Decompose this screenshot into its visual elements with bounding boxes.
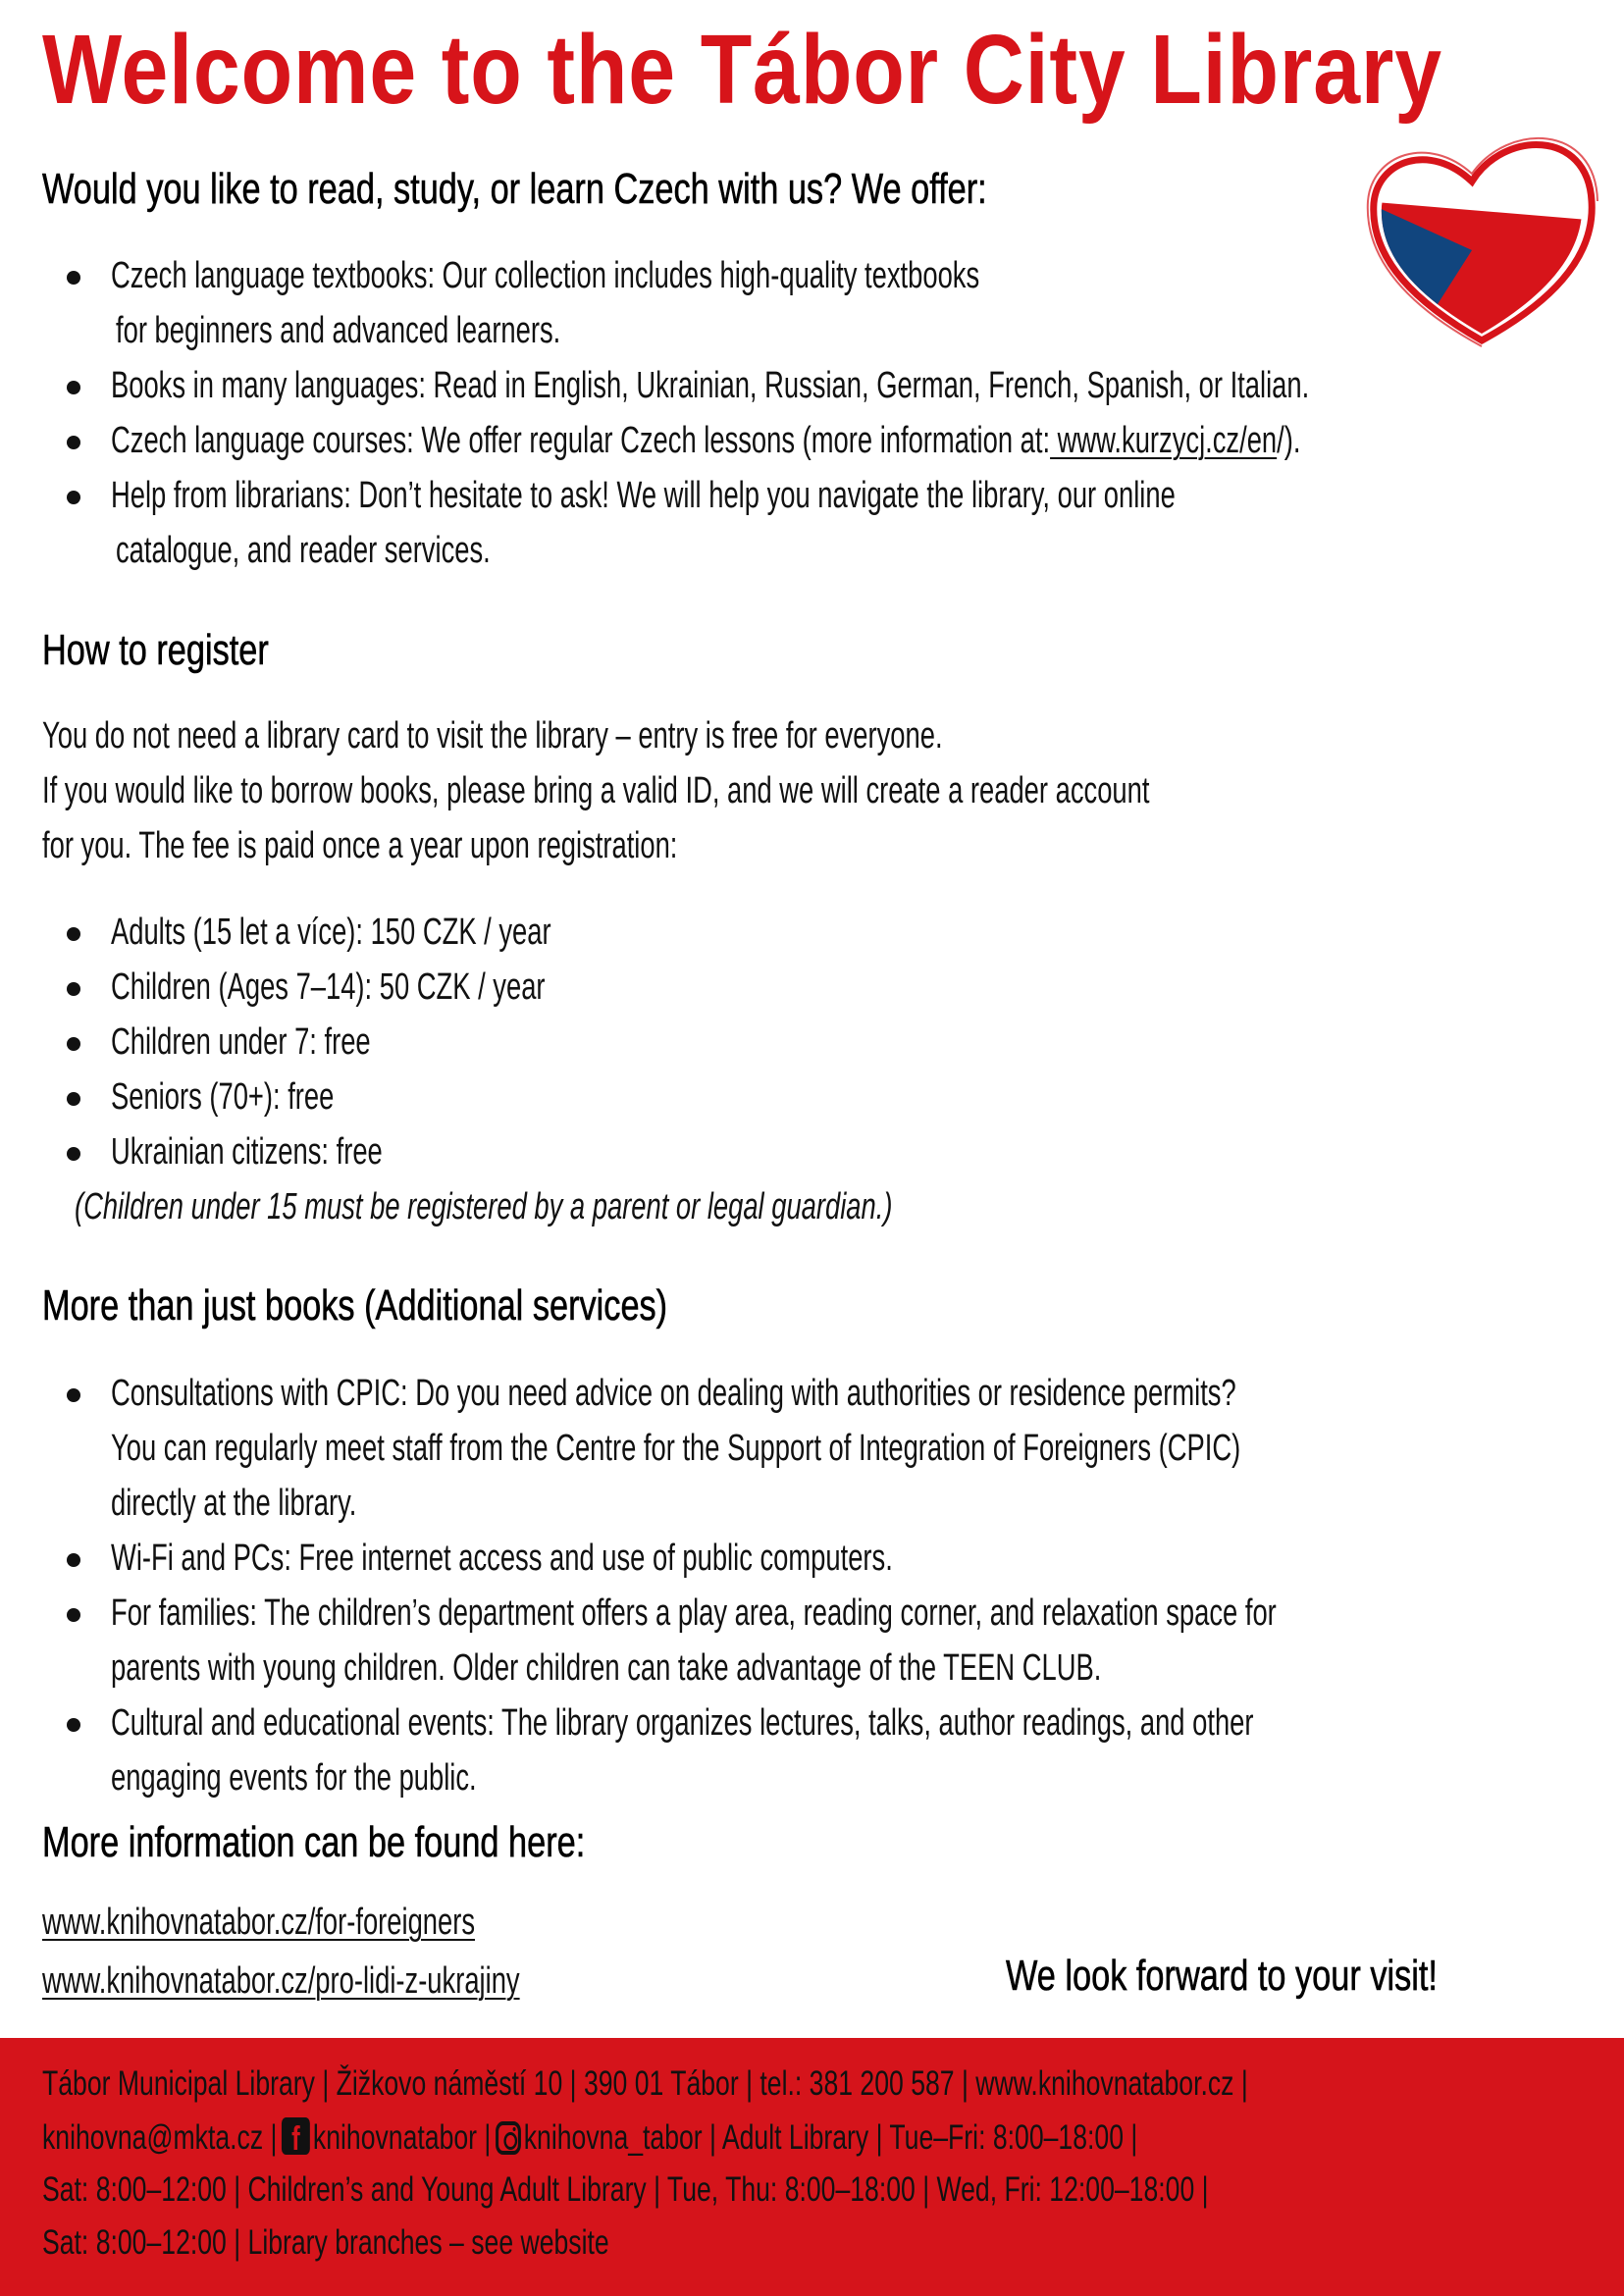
service-item-cpic-cont: directly at the library.	[111, 1483, 357, 1524]
fee-item-ukrainian: Ukrainian citizens: free	[111, 1131, 383, 1173]
closing-message: We look forward to your visit!	[1006, 1952, 1438, 2000]
bullet-icon	[67, 982, 80, 996]
service-item-wifi: Wi-Fi and PCs: Free internet access and use of public computers.	[111, 1538, 893, 1579]
bullet-icon	[67, 1608, 80, 1622]
ukraine-link[interactable]: www.knihovnatabor.cz/pro-lidi-z-ukrajiny	[42, 1960, 520, 2002]
service-item-cpic: Consultations with CPIC: Do you need advice on dealing with authorities or residence permits?	[111, 1373, 1236, 1414]
register-paragraph-line: for you. The fee is paid once a year upon registration:	[42, 825, 678, 866]
bullet-icon	[67, 1553, 80, 1567]
footer-hours-line: Sat: 8:00–12:00 | Children’s and Young Adult Library | Tue, Thu: 8:00–18:00 | Wed, Fri: 12:00–18:00 |	[42, 2170, 1209, 2209]
bullet-icon	[67, 381, 80, 394]
more-info-heading: More information can be found here:	[42, 1818, 586, 1866]
bullet-icon	[67, 1147, 80, 1161]
bullet-icon	[67, 1092, 80, 1106]
kurzycj-link[interactable]: www.kurzycj.cz/en	[1050, 420, 1278, 461]
footer-contact-line: knihovna@mkta.cz | f knihovnatabor | knihovna_tabor | Adult Library | Tue–Fri: 8:00–18:00 |	[42, 2118, 1138, 2157]
bullet-icon	[67, 1718, 80, 1732]
foreigners-link-row	[42, 1902, 644, 1944]
bullet-icon	[67, 1037, 80, 1051]
services-heading: More than just books (Additional services)	[42, 1281, 668, 1330]
fee-item-under7: Children under 7: free	[111, 1021, 371, 1063]
bullet-icon	[67, 491, 80, 504]
service-item-families: For families: The children’s department offers a play area, reading corner, and relaxation space for	[111, 1592, 1277, 1634]
offer-item-librarians: Help from librarians: Don’t hesitate to ask! We will help you navigate the library, our online	[111, 475, 1176, 516]
bullet-icon	[67, 271, 80, 285]
register-paragraph-line: If you would like to borrow books, please bring a valid ID, and we will create a reader account	[42, 770, 1150, 811]
intro-heading: Would you like to read, study, or learn Czech with us? We offer:	[42, 165, 987, 213]
czech-flag-heart-icon	[1364, 123, 1599, 358]
service-item-events-cont: engaging events for the public.	[111, 1757, 477, 1799]
footer	[0, 2038, 1624, 2296]
service-item-families-cont: parents with young children. Older children can take advantage of the TEEN CLUB.	[111, 1647, 1102, 1689]
service-item-cpic-cont: You can regularly meet staff from the Centre for the Support of Integration of Foreigners (CPIC)	[111, 1428, 1241, 1469]
page-title: Welcome to the Tábor City Library	[42, 15, 1442, 125]
guardian-note: (Children under 15 must be registered by a parent or legal guardian.)	[75, 1186, 893, 1227]
footer-branches-line: Sat: 8:00–12:00 | Library branches – see website	[42, 2223, 609, 2262]
bullet-icon	[67, 927, 80, 941]
service-item-events: Cultural and educational events: The library organizes lectures, talks, author readings, and other	[111, 1702, 1254, 1744]
fee-item-children: Children (Ages 7–14): 50 CZK / year	[111, 966, 546, 1008]
facebook-icon: f	[282, 2117, 310, 2155]
bullet-icon	[67, 1388, 80, 1402]
register-paragraph-line: You do not need a library card to visit the library – entry is free for everyone.	[42, 715, 943, 757]
fee-item-adults: Adults (15 let a více): 150 CZK / year	[111, 912, 551, 953]
offer-item-textbooks-cont: for beginners and advanced learners.	[116, 310, 561, 351]
footer-address-line: Tábor Municipal Library | Žižkovo náměstí 10 | 390 01 Tábor | tel.: 381 200 587 | www.knihovnatabor.cz |	[42, 2064, 1248, 2103]
bullet-icon	[67, 436, 80, 449]
register-heading: How to register	[42, 626, 269, 674]
fee-item-seniors: Seniors (70+): free	[111, 1076, 335, 1118]
offer-item-courses: Czech language courses: We offer regular Czech lessons (more information at: www.kurzycj.cz/en/).	[111, 420, 1301, 461]
instagram-icon	[496, 2121, 521, 2155]
offer-item-textbooks: Czech language textbooks: Our collection includes high-quality textbooks	[111, 255, 980, 296]
ukraine-link-row	[42, 1960, 706, 2003]
foreigners-link[interactable]: www.knihovnatabor.cz/for-foreigners	[42, 1902, 476, 1943]
offer-item-librarians-cont: catalogue, and reader services.	[116, 530, 491, 571]
offer-item-books: Books in many languages: Read in English, Ukrainian, Russian, German, French, Spanish, or Italian.	[111, 365, 1310, 406]
